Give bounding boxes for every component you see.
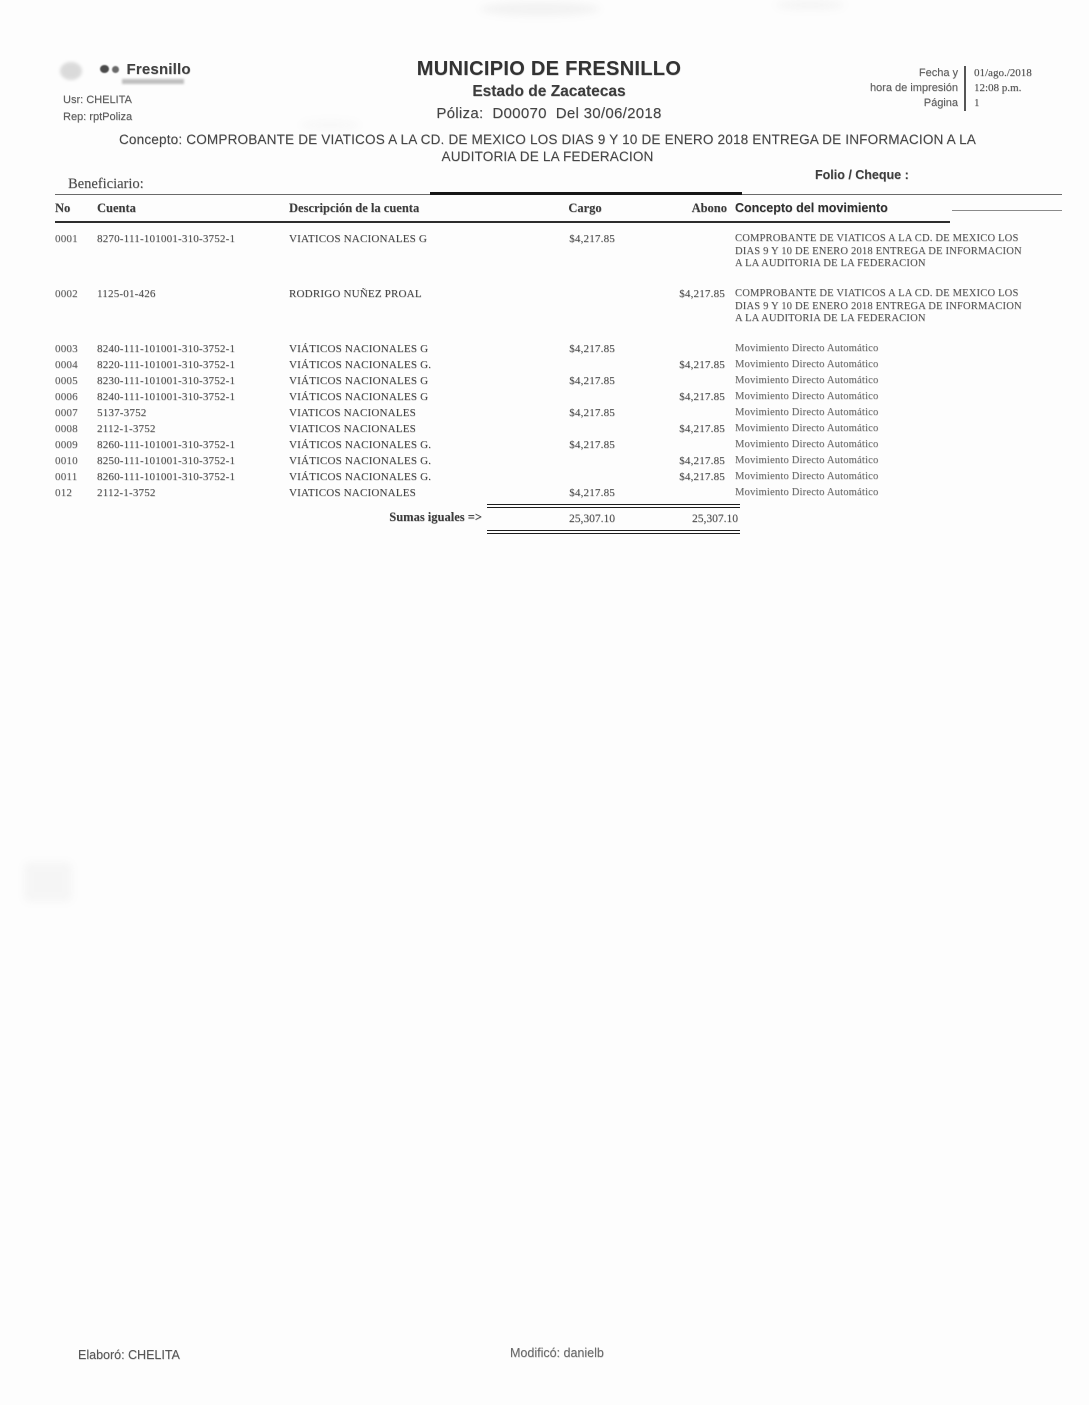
col-header-concepto: Concepto del movimiento: [735, 201, 888, 215]
col-header-cuenta: Cuenta: [97, 201, 136, 215]
row-abono: $4,217.85: [679, 359, 725, 371]
print-date: 01/ago./2018: [974, 67, 1032, 79]
row-abono: [623, 231, 733, 286]
row-abono: $4,217.85: [679, 288, 725, 300]
row-cuenta: 8240-111-101001-310-3752-1: [97, 391, 236, 403]
row-cargo: [547, 286, 623, 341]
poliza-line: [294, 105, 804, 122]
row-cargo: $4,217.85: [569, 375, 615, 387]
row-concepto: Movimiento Directo Automático: [735, 471, 879, 482]
col-header-no: No: [55, 201, 71, 215]
row-concepto: Movimiento Directo Automático: [735, 375, 879, 386]
row-concepto: COMPROBANTE DE VIATICOS A LA CD. DE MEXICO LOS DIAS 9 Y 10 DE ENERO 2018 ENTREGA DE INFORMACION A LA AUDITORIA DE LA FEDERACION: [735, 233, 1022, 269]
row-concepto: COMPROBANTE DE VIATICOS A LA CD. DE MEXICO LOS DIAS 9 Y 10 DE ENERO 2018 ENTREGA DE INFORMACION A LA AUDITORIA DE LA FEDERACION: [735, 288, 1022, 324]
row-cuenta: 2112-1-3752: [97, 487, 156, 499]
logo-brand-text: Fresnillo: [126, 60, 191, 78]
folio-cheque-label: Folio / Cheque :: [815, 168, 909, 182]
total-cargo: 25,307.10: [569, 513, 615, 525]
row-no: 0001: [55, 233, 78, 245]
row-no: 0003: [55, 343, 78, 355]
row-cargo: [547, 421, 623, 437]
beneficiario-label: Beneficiario:: [68, 176, 144, 192]
row-cargo: [547, 453, 623, 469]
row-cuenta: 8270-111-101001-310-3752-1: [97, 233, 236, 245]
row-cargo: $4,217.85: [569, 487, 615, 499]
table-header-row: [55, 201, 1062, 216]
row-abono: $4,217.85: [679, 455, 725, 467]
row-no: 0006: [55, 391, 78, 403]
row-concepto: Movimiento Directo Automático: [735, 391, 879, 402]
row-concepto: Movimiento Directo Automático: [735, 423, 879, 434]
row-concepto: Movimiento Directo Automático: [735, 487, 879, 498]
table-row: [55, 231, 1062, 286]
report-line: Rep: rptPoliza: [63, 111, 133, 123]
row-concepto: Movimiento Directo Automático: [735, 343, 879, 354]
row-cuenta: 5137-3752: [97, 407, 147, 419]
row-no: 0007: [55, 407, 78, 419]
row-abono: [623, 405, 733, 421]
row-cuenta: 8240-111-101001-310-3752-1: [97, 343, 236, 355]
row-no: 0002: [55, 288, 78, 300]
state-subtitle: Estado de Zacatecas: [472, 83, 626, 100]
concepto-paragraph: [85, 131, 1010, 165]
row-descripcion: VIÁTICOS NACIONALES G.: [289, 471, 432, 483]
col-header-abono: Abono: [691, 201, 727, 215]
row-cuenta: 1125-01-426: [97, 288, 156, 300]
row-cargo: $4,217.85: [569, 407, 615, 419]
row-cargo: $4,217.85: [569, 439, 615, 451]
table-row: [55, 469, 1062, 485]
row-cuenta: 8260-111-101001-310-3752-1: [97, 471, 236, 483]
row-abono: [623, 437, 733, 453]
print-info-labels: [843, 66, 958, 111]
logo-tagline-illegible: [122, 79, 184, 84]
row-cuenta: 8260-111-101001-310-3752-1: [97, 439, 236, 451]
row-cargo: [547, 389, 623, 405]
row-cargo: [547, 469, 623, 485]
row-no: 0010: [55, 455, 78, 467]
table-header-rule: [55, 221, 950, 223]
poliza-number: D00070: [492, 105, 547, 122]
row-descripcion: VIATICOS NACIONALES: [289, 407, 416, 419]
table-row: [55, 286, 1062, 341]
concepto-text: COMPROBANTE DE VIATICOS A LA CD. DE MEXICO LOS DIAS 9 Y 10 DE ENERO 2018 ENTREGA DE INFORMACION A LA AUDITORIA DE LA FEDERACION: [186, 132, 977, 164]
row-descripcion: RODRIGO NUÑEZ PROAL: [289, 288, 422, 300]
scan-smudge: [60, 62, 82, 80]
fresnillo-logo: [100, 60, 191, 84]
fecha-label-line2: hora de impresión: [869, 82, 958, 94]
row-abono: $4,217.85: [679, 471, 725, 483]
table-row: [55, 357, 1062, 373]
totals-label: Sumas iguales =>: [389, 510, 482, 524]
row-no: 012: [55, 487, 73, 499]
row-cargo: $4,217.85: [569, 233, 615, 245]
table-row: [55, 373, 1062, 389]
row-concepto: Movimiento Directo Automático: [735, 439, 879, 450]
row-descripcion: VIATICOS NACIONALES: [289, 423, 416, 435]
row-descripcion: VIÁTICOS NACIONALES G: [289, 343, 429, 355]
col-header-cargo: Cargo: [568, 201, 602, 215]
pagina-label: Página: [923, 97, 958, 109]
elaboro-line: Elaboró: CHELITA: [78, 1348, 180, 1362]
print-time: 12:08 p.m.: [974, 82, 1022, 94]
row-concepto: Movimiento Directo Automático: [735, 359, 879, 370]
row-abono: $4,217.85: [679, 391, 725, 403]
row-no: 0005: [55, 375, 78, 387]
table-row: [55, 421, 1062, 437]
beneficiario-rule-dark-segment: [430, 192, 742, 195]
totals-row: [55, 504, 1062, 534]
row-no: 0009: [55, 439, 78, 451]
row-cuenta: 8230-111-101001-310-3752-1: [97, 375, 236, 387]
table-row: [55, 453, 1062, 469]
row-cuenta: 8250-111-101001-310-3752-1: [97, 455, 236, 467]
row-no: 0004: [55, 359, 78, 371]
table-row: [55, 485, 1062, 501]
row-abono: $4,217.85: [679, 423, 725, 435]
row-abono: [623, 485, 733, 501]
scan-smudge: [480, 2, 600, 16]
row-cuenta: 2112-1-3752: [97, 423, 156, 435]
table-row: [55, 405, 1062, 421]
row-concepto: Movimiento Directo Automático: [735, 455, 879, 466]
table-row: [55, 389, 1062, 405]
row-descripcion: VIÁTICOS NACIONALES G.: [289, 439, 432, 451]
row-cargo: [547, 357, 623, 373]
fecha-label-line1: Fecha y: [918, 67, 958, 79]
row-descripcion: VIATICOS NACIONALES: [289, 487, 416, 499]
scan-smudge: [775, 0, 845, 10]
table-row: [55, 437, 1062, 453]
row-descripcion: VIÁTICOS NACIONALES G: [289, 391, 429, 403]
row-no: 0008: [55, 423, 78, 435]
title-block: [294, 58, 804, 122]
logo-dots-icon: [100, 60, 122, 78]
concepto-label: Concepto:: [118, 132, 183, 147]
table-row: [55, 341, 1062, 357]
row-descripcion: VIÁTICOS NACIONALES G.: [289, 455, 432, 467]
row-abono: [623, 373, 733, 389]
user-line: Usr: CHELITA: [63, 94, 132, 106]
page-number: 1: [974, 97, 980, 109]
row-cuenta: 8220-111-101001-310-3752-1: [97, 359, 236, 371]
col-header-descripcion: Descripción de la cuenta: [289, 201, 420, 215]
total-abono: 25,307.10: [692, 513, 738, 525]
municipality-title: MUNICIPIO DE FRESNILLO: [416, 58, 682, 80]
modifico-line: Modificó: danielb: [510, 1346, 604, 1360]
row-no: 0011: [55, 471, 78, 483]
row-descripcion: VIATICOS NACIONALES G: [289, 233, 428, 245]
poliza-label: Póliza:: [436, 105, 484, 122]
row-cargo: $4,217.85: [569, 343, 615, 355]
row-descripcion: VIÁTICOS NACIONALES G: [289, 375, 429, 387]
print-info-values: [964, 66, 1032, 111]
print-info-box: [843, 66, 1032, 111]
row-abono: [623, 341, 733, 357]
table-body: [55, 231, 1062, 534]
row-descripcion: VIÁTICOS NACIONALES G.: [289, 359, 432, 371]
table-rows: [55, 231, 1062, 501]
scan-smudge: [24, 862, 72, 902]
poliza-date: Del 30/06/2018: [555, 105, 662, 122]
row-concepto: Movimiento Directo Automático: [735, 407, 879, 418]
totals-box: [487, 504, 740, 534]
